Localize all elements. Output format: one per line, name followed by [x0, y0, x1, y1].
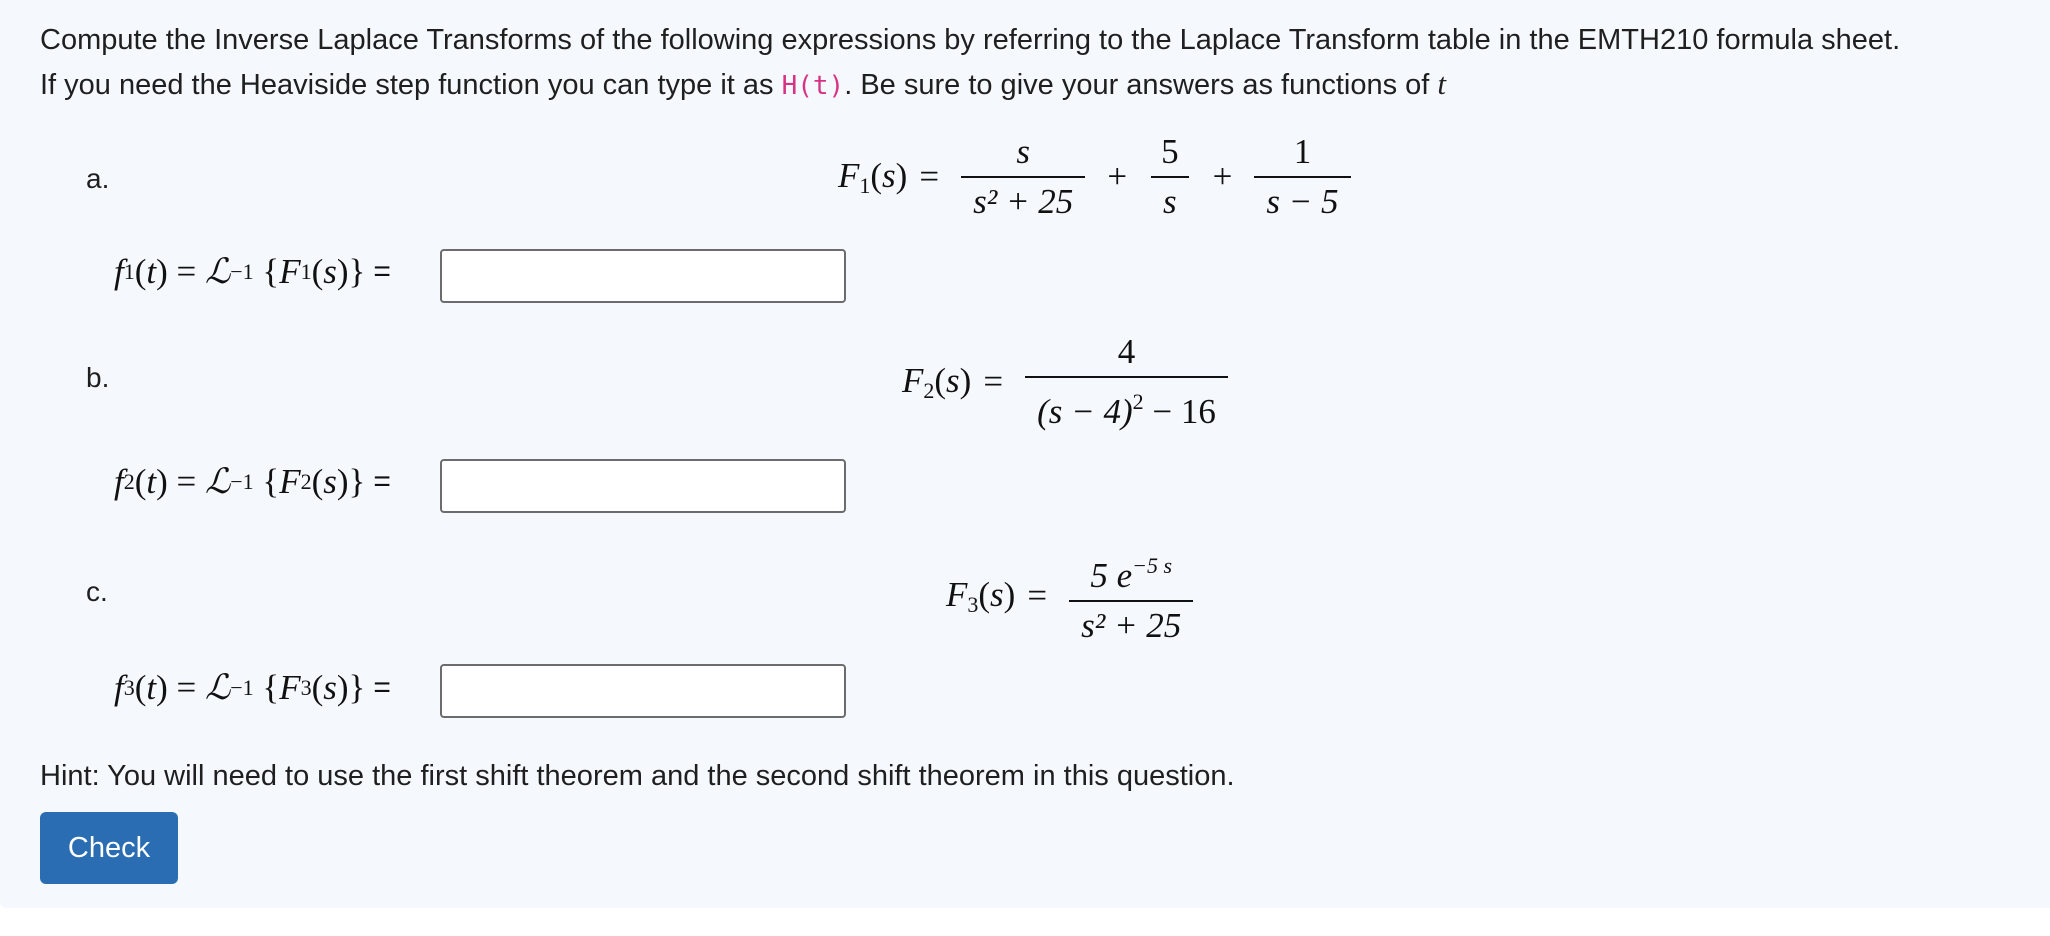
f3-answer-label: f 3 ( t ) = ℒ −1 { F 3 ( s )} =	[114, 668, 391, 708]
question-line-2	[40, 62, 1446, 108]
question-line-2-text-after: . Be sure to give your answers as functions of	[844, 69, 1438, 101]
F1-symbol: $F_1(s)$	[838, 155, 908, 198]
question-line-2-text: If you need the Heaviside step function you can type it as	[40, 69, 782, 101]
part-a-expression: $F_1(s)$ = $\frac{s}{\text{s² + 25}}$ + $\frac{5}{s}$ + $\frac{1}{s - 5}$	[838, 132, 1361, 222]
part-a-letter: a.	[86, 163, 110, 194]
F2-symbol: $F_2(s)$	[902, 360, 972, 403]
fraction-a-1: $\frac{s}{\text{s² + 25}}$	[961, 132, 1085, 222]
part-c-expression: $F_3(s)$ = $\frac{5 e^{-5 s}}{\text{s² + 25}}$	[946, 546, 1203, 646]
fraction-c: $\frac{5 e^{-5 s}}{\text{s² + 25}}$	[1069, 546, 1193, 646]
fraction-a-3: $\frac{1}{s - 5}$	[1254, 132, 1350, 222]
f2-answer-label: f 2 ( t ) = ℒ −1 { F 2 ( s )} =	[114, 462, 391, 502]
heaviside-code: H(t)	[781, 71, 845, 101]
check-button[interactable]: Check	[40, 812, 178, 884]
part-b-letter: b.	[86, 362, 110, 393]
fraction-a-2: $\frac{5}{s}$	[1149, 132, 1191, 222]
f2-answer-input[interactable]	[440, 459, 846, 513]
f1-answer-input[interactable]	[440, 249, 846, 303]
F3-symbol: $F_3(s)$	[946, 574, 1016, 617]
question-line-1: Compute the Inverse Laplace Transforms of the following expressions by referring to the Laplace Transform table in the EMTH210 formula sheet.	[40, 24, 1901, 56]
f1-answer-label: f 1 ( t ) = ℒ −1 { F 1 ( s )} =	[114, 252, 391, 292]
hint-text: Hint: You will need to use the first shift theorem and the second shift theorem in this question.	[40, 760, 1235, 792]
fraction-b: $\frac{4}{(s - 4)^2 - 16}$	[1025, 332, 1228, 432]
part-c-letter: c.	[86, 576, 108, 607]
variable-t: t	[1437, 66, 1447, 101]
f3-answer-input[interactable]	[440, 664, 846, 718]
part-b-expression: $F_2(s)$ = $\frac{4}{(s - 4)^2 - 16}$	[902, 332, 1238, 432]
